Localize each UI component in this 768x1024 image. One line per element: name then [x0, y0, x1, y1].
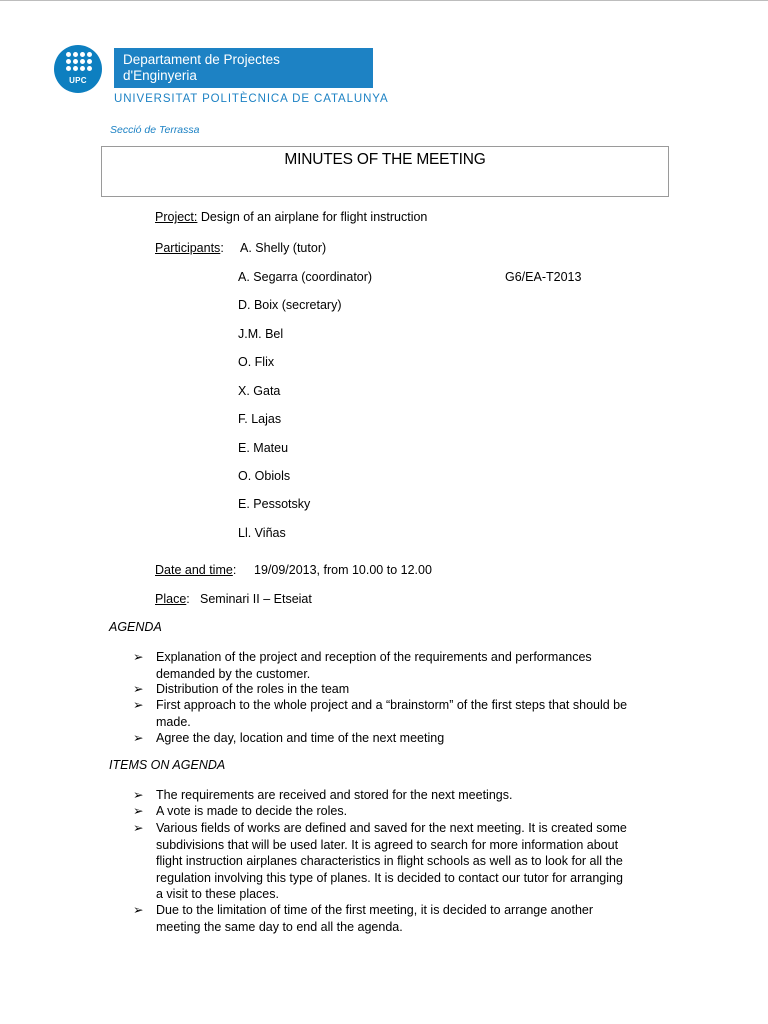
- project-value: Design of an airplane for flight instruction: [200, 210, 428, 224]
- project-row: [155, 210, 427, 224]
- participant-item: J.M. Bel: [238, 327, 284, 341]
- participant-item: E. Mateu: [238, 441, 289, 455]
- arrow-bullet-icon: ➢: [133, 682, 144, 696]
- top-rule: [0, 0, 768, 1]
- arrow-bullet-icon: ➢: [133, 804, 144, 818]
- logo-dots-icon: [66, 52, 92, 76]
- datetime-row: Date and time:: [155, 563, 237, 577]
- department-banner: [114, 48, 373, 88]
- section-name: Secció de Terrassa: [110, 124, 200, 136]
- agenda-heading: AGENDA: [109, 620, 162, 634]
- participant-item: O. Flix: [238, 355, 275, 369]
- department-name-line2: d'Enginyeria: [123, 68, 197, 83]
- arrow-bullet-icon: ➢: [133, 788, 144, 802]
- participant-item: O. Obiols: [238, 469, 291, 483]
- participant-item: A. Segarra (coordinator): [238, 270, 373, 284]
- participant-item: Ll. Viñas: [238, 526, 286, 540]
- place-value: Seminari II – Etseiat: [200, 592, 312, 606]
- participants-label-row: Participants:: [155, 241, 224, 255]
- university-name: UNIVERSITAT POLITÈCNICA DE CATALUNYA: [114, 93, 389, 105]
- participant-item: E. Pessotsky: [238, 497, 311, 511]
- logo-text: UPC: [69, 76, 87, 85]
- datetime-value: 19/09/2013, from 10.00 to 12.00: [254, 563, 432, 577]
- upc-logo: [54, 45, 102, 93]
- place-label: Place: [155, 592, 187, 606]
- project-label: Project:: [155, 210, 198, 224]
- datetime-label: Date and time: [155, 563, 233, 577]
- group-code: G6/EA-T2013: [505, 270, 582, 284]
- participant-item: A. Shelly (tutor): [240, 241, 327, 255]
- items-on-agenda-heading: ITEMS ON AGENDA: [109, 758, 226, 772]
- arrow-bullet-icon: ➢: [133, 650, 144, 664]
- arrow-bullet-icon: ➢: [133, 698, 144, 712]
- title-box: [101, 146, 669, 197]
- participants-label: Participants: [155, 241, 221, 255]
- participant-item: X. Gata: [238, 384, 281, 398]
- arrow-bullet-icon: ➢: [133, 903, 144, 917]
- arrow-bullet-icon: ➢: [133, 731, 144, 745]
- arrow-bullet-icon: ➢: [133, 821, 144, 835]
- place-row: Place:: [155, 592, 190, 606]
- department-name-line1: Departament de Projectes: [123, 52, 280, 67]
- participant-item: F. Lajas: [238, 412, 282, 426]
- participant-item: D. Boix (secretary): [238, 298, 342, 312]
- page-title: MINUTES OF THE MEETING: [284, 151, 486, 168]
